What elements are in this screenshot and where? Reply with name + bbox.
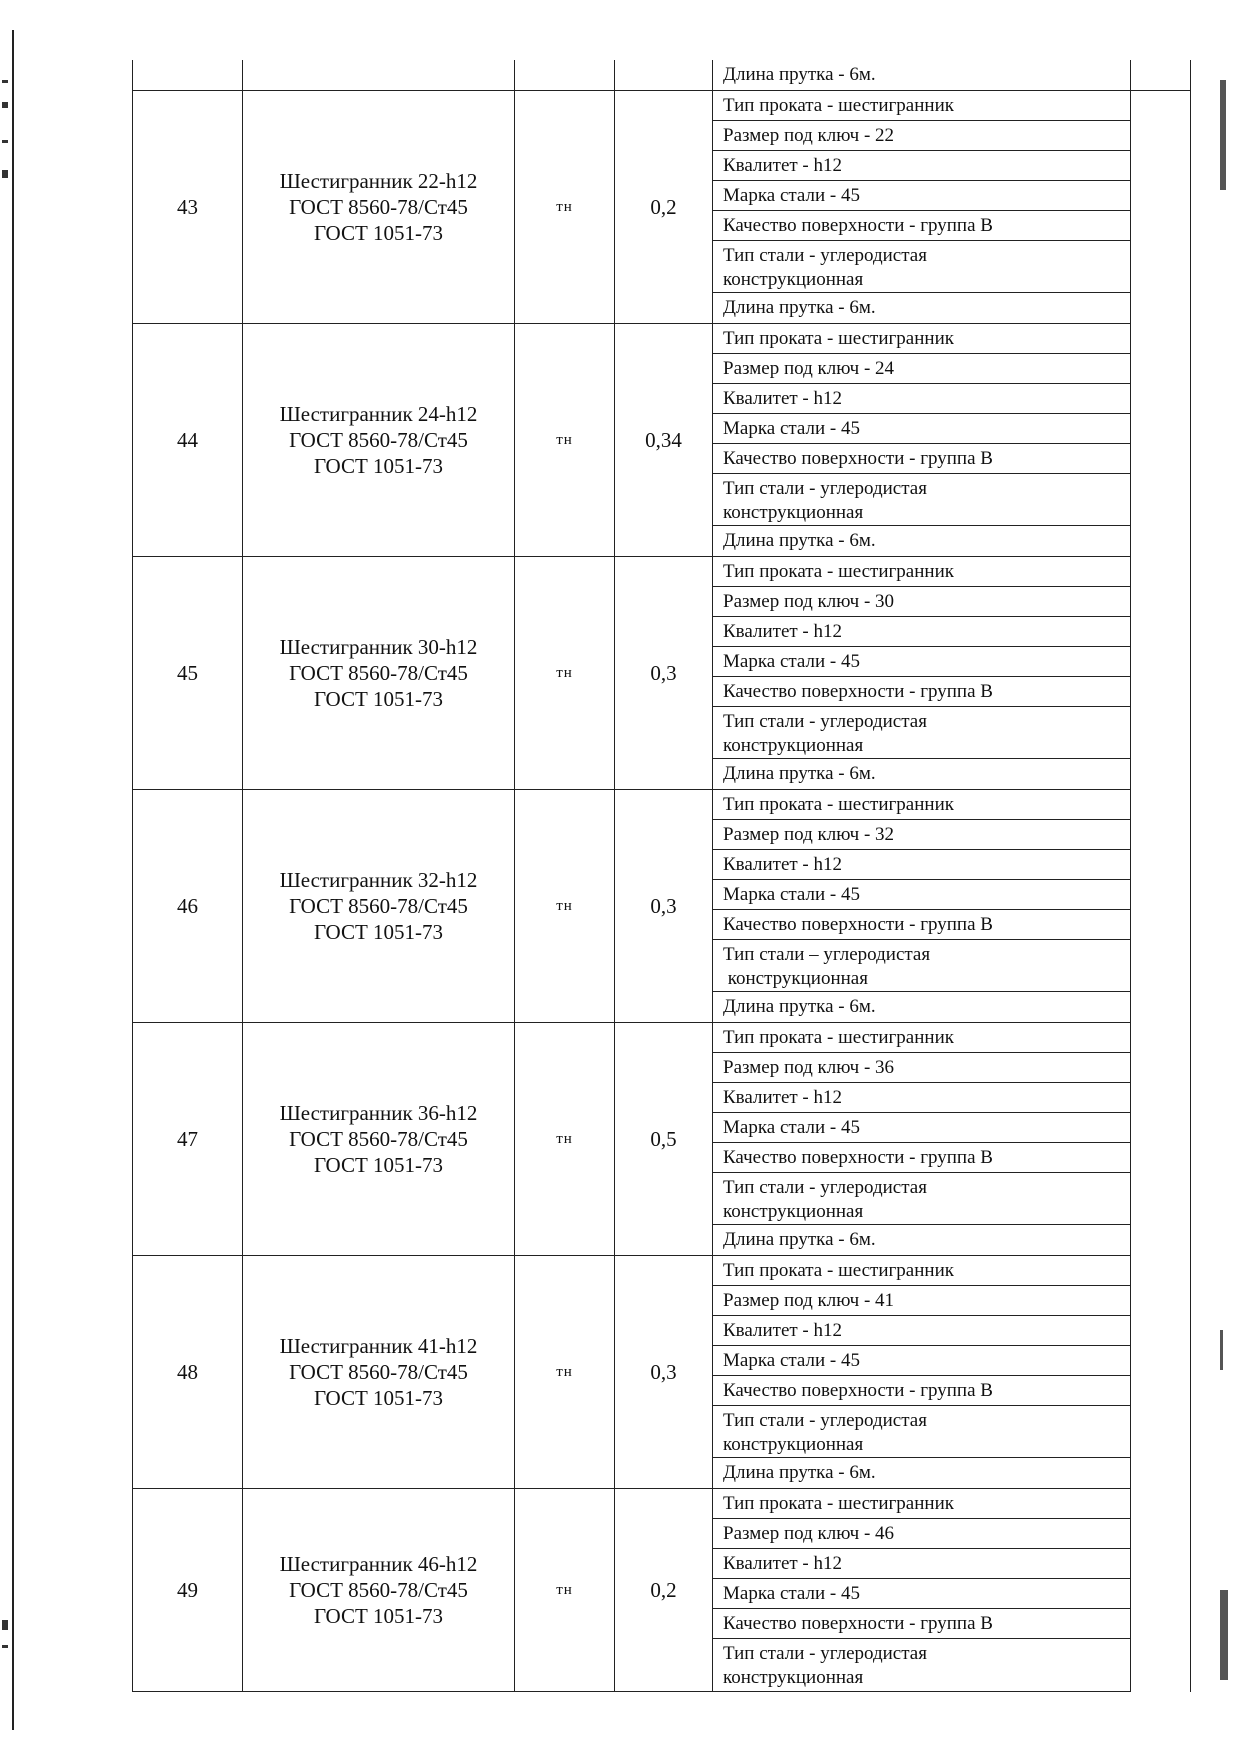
table-row	[133, 91, 1191, 324]
param-line: Размер под ключ - 30	[713, 587, 1130, 617]
product-name-line: Шестигранник 41-h12	[279, 1334, 478, 1358]
param-line: Марка стали - 45	[713, 414, 1130, 444]
product-name	[243, 91, 515, 324]
unit: тн	[515, 91, 615, 324]
row-number: 43	[133, 91, 243, 324]
product-name	[243, 1023, 515, 1256]
param-line: Квалитет - h12	[713, 850, 1130, 880]
product-name-line: ГОСТ 1051-73	[313, 1604, 444, 1628]
unit: тн	[515, 1256, 615, 1489]
empty-column	[1131, 324, 1191, 557]
parameters	[713, 91, 1131, 324]
param-line: Квалитет - h12	[713, 151, 1130, 181]
param-line: Размер под ключ - 32	[713, 820, 1130, 850]
product-name	[243, 1489, 515, 1692]
param-line: Марка стали - 45	[713, 1579, 1130, 1609]
product-name-line: ГОСТ 1051-73	[313, 1386, 444, 1410]
quantity: 0,3	[615, 790, 713, 1023]
param-line: Размер под ключ - 36	[713, 1053, 1130, 1083]
product-name-line: ГОСТ 1051-73	[313, 1153, 444, 1177]
product-name-line: ГОСТ 8560-78/Ст45	[289, 428, 468, 452]
param-line: Качество поверхности - группа В	[713, 1609, 1130, 1639]
param-line: Тип проката - шестигранник	[713, 1256, 1130, 1286]
product-name-line: Шестигранник 22-h12	[279, 169, 478, 193]
unit: тн	[515, 324, 615, 557]
quantity: 0,3	[615, 1256, 713, 1489]
param-line: Тип проката - шестигранник	[713, 91, 1130, 121]
product-name-line: Шестигранник 24-h12	[279, 402, 478, 426]
param-line: Размер под ключ - 24	[713, 354, 1130, 384]
param-line: Качество поверхности - группа В	[713, 677, 1130, 707]
param-line: Длина прутка - 6м.	[723, 64, 876, 85]
empty-column	[1131, 790, 1191, 1023]
product-name-line: Шестигранник 30-h12	[279, 635, 478, 659]
quantity: 0,3	[615, 557, 713, 790]
unit: тн	[515, 790, 615, 1023]
param-line: Марка стали - 45	[713, 1346, 1130, 1376]
unit: тн	[515, 557, 615, 790]
param-line: Тип проката - шестигранник	[713, 1023, 1130, 1053]
table-row	[133, 1489, 1191, 1692]
table-row	[133, 1256, 1191, 1489]
param-line: Длина прутка - 6м.	[723, 996, 876, 1017]
param-line: Квалитет - h12	[713, 1316, 1130, 1346]
page-edge-left	[12, 30, 14, 1730]
param-line: Тип проката - шестигранник	[713, 557, 1130, 587]
param-line: Марка стали - 45	[713, 181, 1130, 211]
product-name-line: Шестигранник 32-h12	[279, 868, 478, 892]
scan-marks-right	[1220, 0, 1236, 1754]
table-row	[133, 324, 1191, 557]
quantity: 0,2	[615, 91, 713, 324]
param-line: Качество поверхности - группа В	[713, 211, 1130, 241]
product-name-line: ГОСТ 8560-78/Ст45	[289, 195, 468, 219]
row-number: 45	[133, 557, 243, 790]
param-line: Качество поверхности - группа В	[713, 444, 1130, 474]
scan-marks-left	[2, 60, 12, 1700]
param-line: Квалитет - h12	[713, 1549, 1130, 1579]
empty-column	[1131, 1023, 1191, 1256]
product-name	[243, 324, 515, 557]
param-line: Размер под ключ - 46	[713, 1519, 1130, 1549]
param-line: Длина прутка - 6м.	[723, 297, 876, 318]
param-line: Тип стали - углеродистая конструкционная	[713, 707, 1130, 759]
row-number: 46	[133, 790, 243, 1023]
param-line: Длина прутка - 6м.	[723, 530, 876, 551]
param-line: Марка стали - 45	[713, 1113, 1130, 1143]
quantity: 0,5	[615, 1023, 713, 1256]
product-name-line: ГОСТ 8560-78/Ст45	[289, 1578, 468, 1602]
param-line: Тип стали - углеродистая конструкционная	[713, 1173, 1130, 1225]
spec-table	[132, 60, 1191, 1692]
unit: тн	[515, 1489, 615, 1692]
row-number: 48	[133, 1256, 243, 1489]
param-line: Тип стали - углеродистая конструкционная	[723, 1643, 927, 1688]
param-line: Квалитет - h12	[713, 1083, 1130, 1113]
product-name-line: Шестигранник 36-h12	[279, 1101, 478, 1125]
param-line: Тип стали - углеродистая конструкционная	[713, 1406, 1130, 1458]
parameters	[713, 324, 1131, 557]
table-row	[133, 557, 1191, 790]
table-row	[133, 790, 1191, 1023]
parameters	[713, 1489, 1131, 1692]
param-line: Длина прутка - 6м.	[723, 1229, 876, 1250]
quantity: 0,2	[615, 1489, 713, 1692]
param-line: Тип проката - шестигранник	[713, 1489, 1130, 1519]
param-line: Размер под ключ - 22	[713, 121, 1130, 151]
param-line: Тип проката - шестигранник	[713, 324, 1130, 354]
param-line: Тип стали – углеродистая конструкционная	[713, 940, 1130, 992]
param-line: Квалитет - h12	[713, 384, 1130, 414]
empty-column	[1131, 1256, 1191, 1489]
product-name-line: ГОСТ 8560-78/Ст45	[289, 1360, 468, 1384]
empty-column	[1131, 1489, 1191, 1692]
param-line: Качество поверхности - группа В	[713, 910, 1130, 940]
product-name	[243, 1256, 515, 1489]
param-line: Квалитет - h12	[713, 617, 1130, 647]
parameters	[713, 790, 1131, 1023]
param-line: Марка стали - 45	[713, 880, 1130, 910]
parameters	[713, 557, 1131, 790]
product-name-line: ГОСТ 1051-73	[313, 454, 444, 478]
param-line: Длина прутка - 6м.	[723, 1462, 876, 1483]
row-number: 44	[133, 324, 243, 557]
parameters	[713, 1256, 1131, 1489]
param-line: Качество поверхности - группа В	[713, 1376, 1130, 1406]
product-name-line: Шестигранник 46-h12	[279, 1552, 478, 1576]
table-row	[133, 1023, 1191, 1256]
quantity: 0,34	[615, 324, 713, 557]
product-name-line: ГОСТ 8560-78/Ст45	[289, 1127, 468, 1151]
param-line: Длина прутка - 6м.	[723, 763, 876, 784]
product-name-line: ГОСТ 1051-73	[313, 221, 444, 245]
product-name	[243, 557, 515, 790]
product-name-line: ГОСТ 1051-73	[313, 920, 444, 944]
param-line: Размер под ключ - 41	[713, 1286, 1130, 1316]
param-line: Качество поверхности - группа В	[713, 1143, 1130, 1173]
param-line: Тип стали - углеродистая конструкционная	[713, 241, 1130, 293]
param-line: Марка стали - 45	[713, 647, 1130, 677]
unit: тн	[515, 1023, 615, 1256]
row-number: 47	[133, 1023, 243, 1256]
product-name-line: ГОСТ 1051-73	[313, 687, 444, 711]
empty-column	[1131, 557, 1191, 790]
param-line: Тип стали - углеродистая конструкционная	[713, 474, 1130, 526]
table-row-continued	[133, 60, 1191, 91]
param-line: Тип проката - шестигранник	[713, 790, 1130, 820]
parameters	[713, 1023, 1131, 1256]
empty-column	[1131, 91, 1191, 324]
product-name-line: ГОСТ 8560-78/Ст45	[289, 661, 468, 685]
row-number: 49	[133, 1489, 243, 1692]
product-name-line: ГОСТ 8560-78/Ст45	[289, 894, 468, 918]
product-name	[243, 790, 515, 1023]
